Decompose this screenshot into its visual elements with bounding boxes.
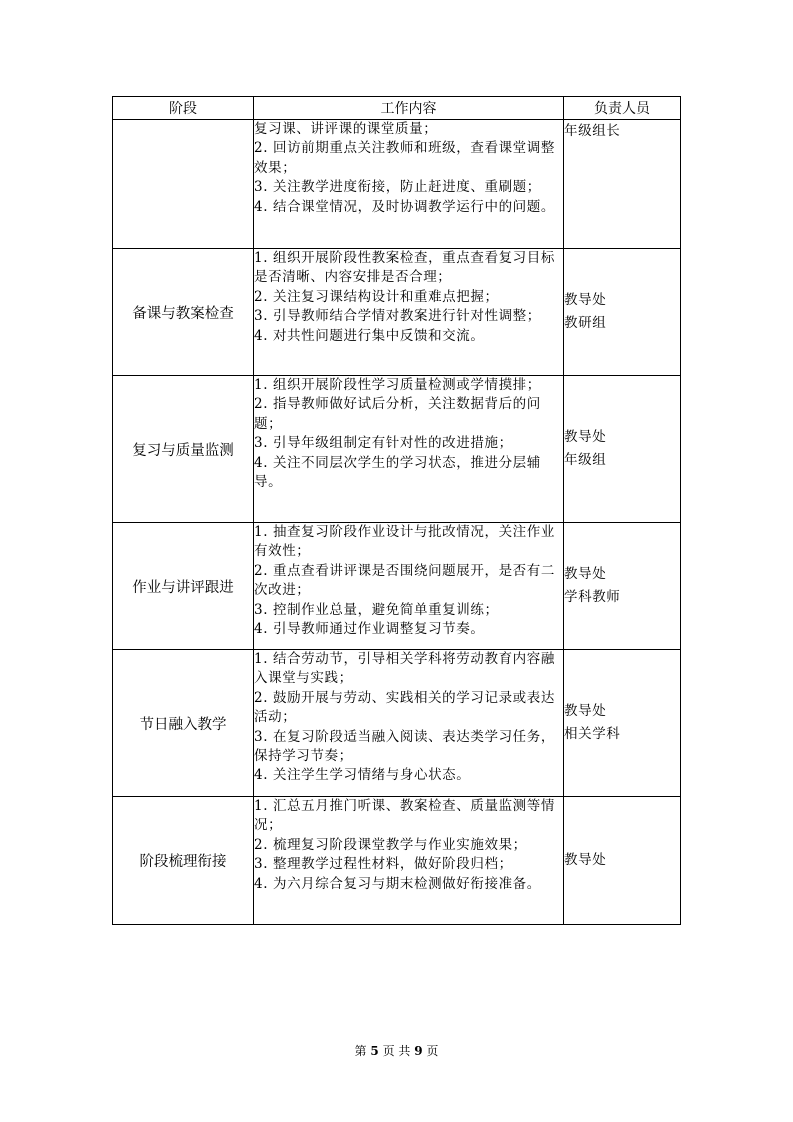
table-row xyxy=(113,523,681,650)
owner-line: 年级组 xyxy=(564,452,607,468)
content-line: 2. 梳理复习阶段课堂教学与作业实施效果； xyxy=(254,836,527,853)
owner-cell xyxy=(564,797,681,925)
content-cell xyxy=(254,249,564,376)
content-line: 3. 整理教学过程性材料，做好阶段归档； xyxy=(254,856,513,873)
owner-cell xyxy=(564,523,681,650)
stage-cell: 复习与质量监测 xyxy=(113,376,254,523)
content-line: 3. 引导教师结合学情对教案进行针对性调整； xyxy=(254,308,541,325)
footer-page-number: 5 xyxy=(370,1044,379,1058)
content-line: 4. 对共性问题进行集中反馈和交流。 xyxy=(254,327,485,344)
content-cell xyxy=(254,523,564,650)
owner-cell xyxy=(564,249,681,376)
work-plan-table xyxy=(112,96,681,925)
content-line: 3. 引导年级组制定有针对性的改进措施； xyxy=(254,435,513,452)
table-row xyxy=(113,650,681,797)
content-line: 2. 鼓励开展与劳动、实践相关的学习记录或表达活动； xyxy=(254,689,555,726)
table-row xyxy=(113,249,681,376)
stage-cell: 备课与教案检查 xyxy=(113,249,254,376)
stage-cell: 阶段梳理衔接 xyxy=(113,797,254,925)
table-row xyxy=(113,797,681,925)
stage-cell: 作业与讲评跟进 xyxy=(113,523,254,650)
content-line: 1. 抽查复习阶段作业设计与批改情况，关注作业有效性； xyxy=(254,524,555,560)
footer-middle: 页 共 xyxy=(382,1044,411,1058)
owner-line: 教导处 xyxy=(564,566,607,582)
content-line: 2. 关注复习课结构设计和重难点把握； xyxy=(254,288,499,305)
content-line: 2. 重点查看讲评课是否围绕问题展开，是否有二次改进； xyxy=(254,562,555,599)
owner-line: 教研组 xyxy=(564,315,607,331)
content-line: 4. 结合课堂情况，及时协调教学运行中的问题。 xyxy=(254,198,555,215)
content-line: 1. 汇总五月推门听课、教案检查、质量监测等情况； xyxy=(254,798,555,834)
content-line: 4. 关注不同层次学生的学习状态，推进分层辅导。 xyxy=(254,454,541,491)
owner-line: 年级组长 xyxy=(564,123,621,139)
content-line: 1. 结合劳动节，引导相关学科将劳动教育内容融入课堂与实践； xyxy=(254,651,555,687)
owner-line: 教导处 xyxy=(564,429,607,445)
owner-cell xyxy=(564,120,681,249)
owner-line: 教导处 xyxy=(564,852,607,868)
footer-suffix: 页 xyxy=(426,1044,439,1058)
footer-total-pages: 9 xyxy=(414,1044,423,1058)
content-line: 1. 组织开展阶段性学习质量检测或学情摸排； xyxy=(254,377,541,393)
content-cell xyxy=(254,797,564,925)
content-line: 复习课、讲评课的课堂质量； xyxy=(254,121,438,137)
owner-cell xyxy=(564,650,681,797)
content-line: 3. 在复习阶段适当融入阅读、表达类学习任务，保持学习节奏； xyxy=(254,728,555,765)
header-owner: 负责人员 xyxy=(564,97,681,120)
content-cell xyxy=(254,120,564,249)
owner-line: 教导处 xyxy=(564,703,607,719)
owner-line: 学科教师 xyxy=(564,589,621,605)
content-line: 4. 为六月综合复习与期末检测做好衔接准备。 xyxy=(254,875,541,892)
content-cell xyxy=(254,376,564,523)
footer-prefix: 第 xyxy=(354,1044,367,1058)
table-header-row xyxy=(113,97,681,120)
content-line: 1. 组织开展阶段性教案检查，重点查看复习目标是否清晰、内容安排是否合理； xyxy=(254,250,555,286)
header-stage: 阶段 xyxy=(113,97,254,120)
owner-line: 教导处 xyxy=(564,292,607,308)
stage-cell: 节日融入教学 xyxy=(113,650,254,797)
content-line: 3. 关注教学进度衔接，防止赶进度、重刷题； xyxy=(254,179,541,196)
content-line: 4. 关注学生学习情绪与身心状态。 xyxy=(254,767,471,784)
content-cell xyxy=(254,650,564,797)
owner-line: 相关学科 xyxy=(564,726,621,742)
stage-cell xyxy=(113,120,254,249)
page-footer xyxy=(0,1042,793,1059)
table-row xyxy=(113,120,681,249)
table-row xyxy=(113,376,681,523)
owner-cell xyxy=(564,376,681,523)
content-line: 2. 回访前期重点关注教师和班级，查看课堂调整效果； xyxy=(254,140,555,176)
header-content: 工作内容 xyxy=(254,97,564,120)
content-line: 3. 控制作业总量，避免简单重复训练； xyxy=(254,601,499,618)
content-line: 2. 指导教师做好试后分析，关注数据背后的问题； xyxy=(254,396,541,432)
content-line: 4. 引导教师通过作业调整复习节奏。 xyxy=(254,621,485,638)
